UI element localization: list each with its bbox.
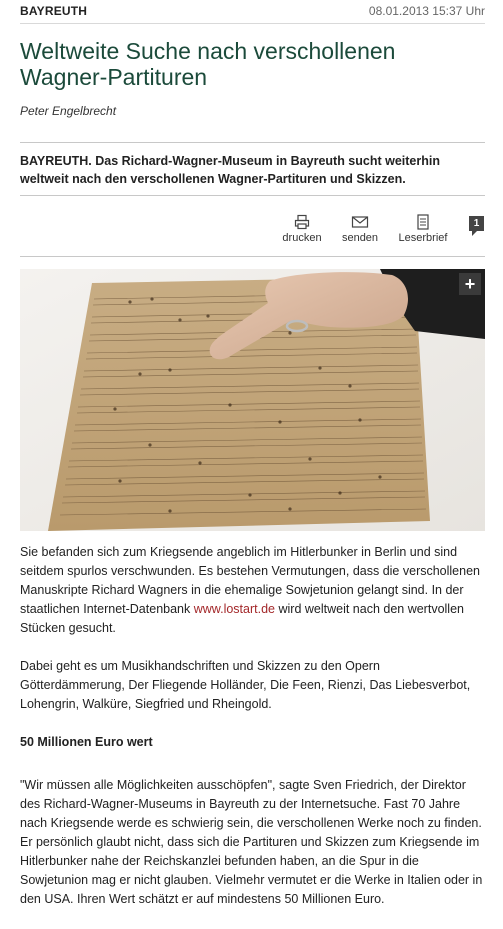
article-paragraph [20, 543, 486, 638]
reader-letter-label: Leserbrief [398, 232, 448, 244]
paragraph-text: wird weltweit nach den wertvollen Stücken gesucht. [20, 602, 464, 635]
divider [20, 142, 485, 143]
article-lead: BAYREUTH. Das Richard-Wagner-Museum in Bayreuth sucht weiterhin weltweit nach den verschollenen Wagner-Partituren und Skizzen. [20, 154, 440, 186]
manuscript-photo-illustration [20, 269, 485, 531]
section-kicker: BAYREUTH [20, 4, 88, 18]
reader-letter-button[interactable] [396, 214, 450, 244]
envelope-icon [339, 214, 381, 230]
lostart-link[interactable]: www.lostart.de [193, 602, 275, 616]
send-button[interactable] [339, 214, 381, 244]
article-author: Peter Engelbrecht [20, 104, 117, 118]
document-icon [396, 214, 450, 230]
enlarge-image-button[interactable]: + [459, 273, 481, 295]
article-paragraph: Dabei geht es um Musikhandschriften und Skizzen zu den Opern Götterdämmerung, Der Fliegende Holländer, Die Feen, Rienzi, Das Liebesverbot, Lohengrin, Walküre, Siegfried und Rheingold. [20, 659, 471, 711]
article-subheading: 50 Millionen Euro wert [20, 735, 153, 749]
article-photo [20, 269, 485, 531]
print-label: drucken [282, 232, 322, 244]
article-headline: Weltweite Suche nach verschollenen Wagner-Partituren [20, 38, 396, 90]
comment-count-badge[interactable]: 1 [469, 216, 484, 231]
send-label: senden [341, 232, 379, 244]
paragraph-text: Sie befanden sich zum Kriegsende angeblich im Hitlerbunker in Berlin und sind seitdem spurlos verschwunden. Es bestehen Vermutungen, dass die verschollenen Manuskripte Richard Wagners in die ehemalige Sowjetunion gelangt sind. In der staatlichen Internet-Datenbank [20, 545, 480, 616]
divider [20, 256, 485, 257]
printer-icon [280, 214, 324, 230]
print-button[interactable] [280, 214, 324, 244]
article-paragraph: "Wir müssen alle Möglichkeiten ausschöpfen", sagte Sven Friedrich, der Direktor des Richard-Wagner-Museums in Bayreuth zu der Internetsuche. Fast 70 Jahre nach Kriegsende werde es schwierig sein, die verschollenen Werke noch zu finden. Er persönlich glaubt nicht, dass sich die Partituren und Skizzen zum Kriegsende im Hitlerbunker nahe der Reichskanzlei befunden haben, an die Spur in die Sowjetunion mag er nicht glauben. Vielmehr vermutet er die Werke in Italien oder in den USA. Ihren Wert schätzt er auf mindestens 50 Millionen Euro. [20, 778, 483, 906]
divider [20, 195, 485, 196]
publish-date: 08.01.2013 15:37 Uhr [368, 4, 485, 18]
divider [20, 23, 485, 24]
